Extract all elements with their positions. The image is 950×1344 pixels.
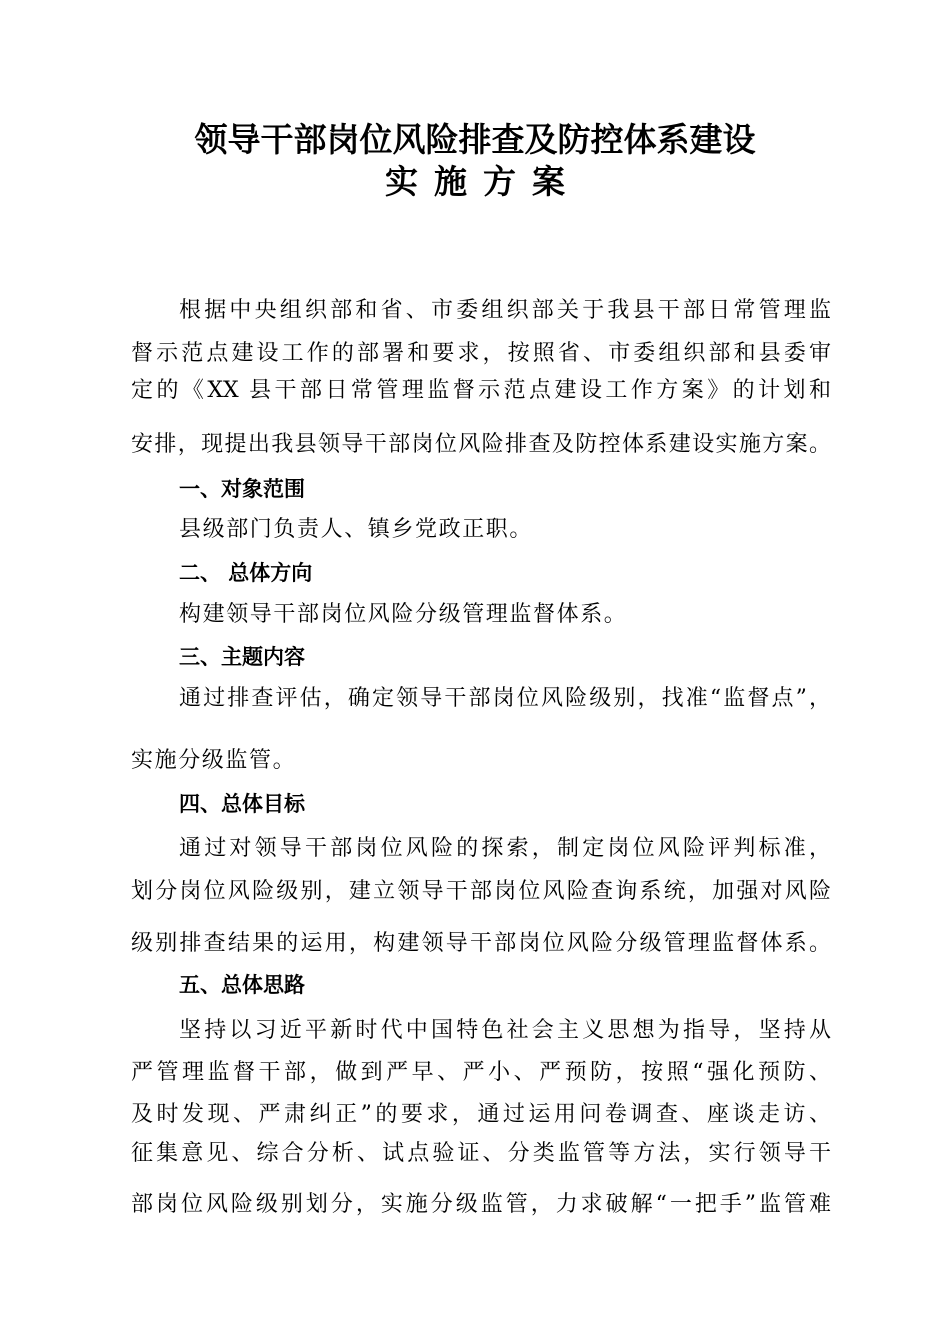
intro-line-4: 安排，现提出我县领导干部岗位风险排查及防控体系建设实施方案。: [131, 432, 831, 457]
intro-line-2: 督示范点建设工作的部署和要求，按照省、市委组织部和县委审: [131, 341, 831, 366]
section-4-line-2: 划分岗位风险级别，建立领导干部岗位风险查询系统，加强对风险: [131, 879, 831, 904]
document-title-line2: 实施方案: [385, 162, 581, 201]
section-4-line-1: 通过对领导干部岗位风险的探索，制定岗位风险评判标准，: [179, 836, 831, 861]
section-heading-1: 一、对象范围: [179, 477, 305, 501]
section-3-line-1: 通过排查评估，确定领导干部岗位风险级别，找准“监督点”，: [179, 686, 831, 711]
section-heading-4: 四、总体目标: [179, 792, 305, 816]
section-5-line-4: 征集意见、综合分析、试点验证、分类监管等方法，实行领导干: [131, 1141, 831, 1166]
intro-line-1: 根据中央组织部和省、市委组织部关于我县干部日常管理监: [179, 298, 831, 323]
section-5-line-5: 部岗位风险级别划分，实施分级监管，力求破解“一把手”监管难: [131, 1192, 831, 1217]
section-5-line-1: 坚持以习近平新时代中国特色社会主义思想为指导，坚持从: [179, 1018, 831, 1043]
document-title-line1: 领导干部岗位风险排查及防控体系建设: [194, 120, 756, 159]
intro-line-3: 定的《XX 县干部日常管理监督示范点建设工作方案》的计划和: [131, 378, 831, 403]
section-heading-3: 三、主题内容: [179, 645, 305, 669]
section-5-line-3: 及时发现、严肃纠正”的要求，通过运用问卷调查、座谈走访、: [131, 1102, 831, 1127]
section-heading-2: 二、 总体方向: [179, 561, 313, 585]
section-3-line-2: 实施分级监管。: [131, 748, 297, 773]
section-1-line-1: 县级部门负责人、镇乡党政正职。: [179, 517, 534, 542]
section-2-line-1: 构建领导干部岗位风险分级管理监督体系。: [179, 602, 628, 627]
section-heading-5: 五、总体思路: [179, 973, 305, 997]
section-4-line-3: 级别排查结果的运用，构建领导干部岗位风险分级管理监督体系。: [131, 931, 831, 956]
section-5-line-2: 严管理监督干部，做到严早、严小、严预防，按照“强化预防、: [131, 1060, 831, 1085]
